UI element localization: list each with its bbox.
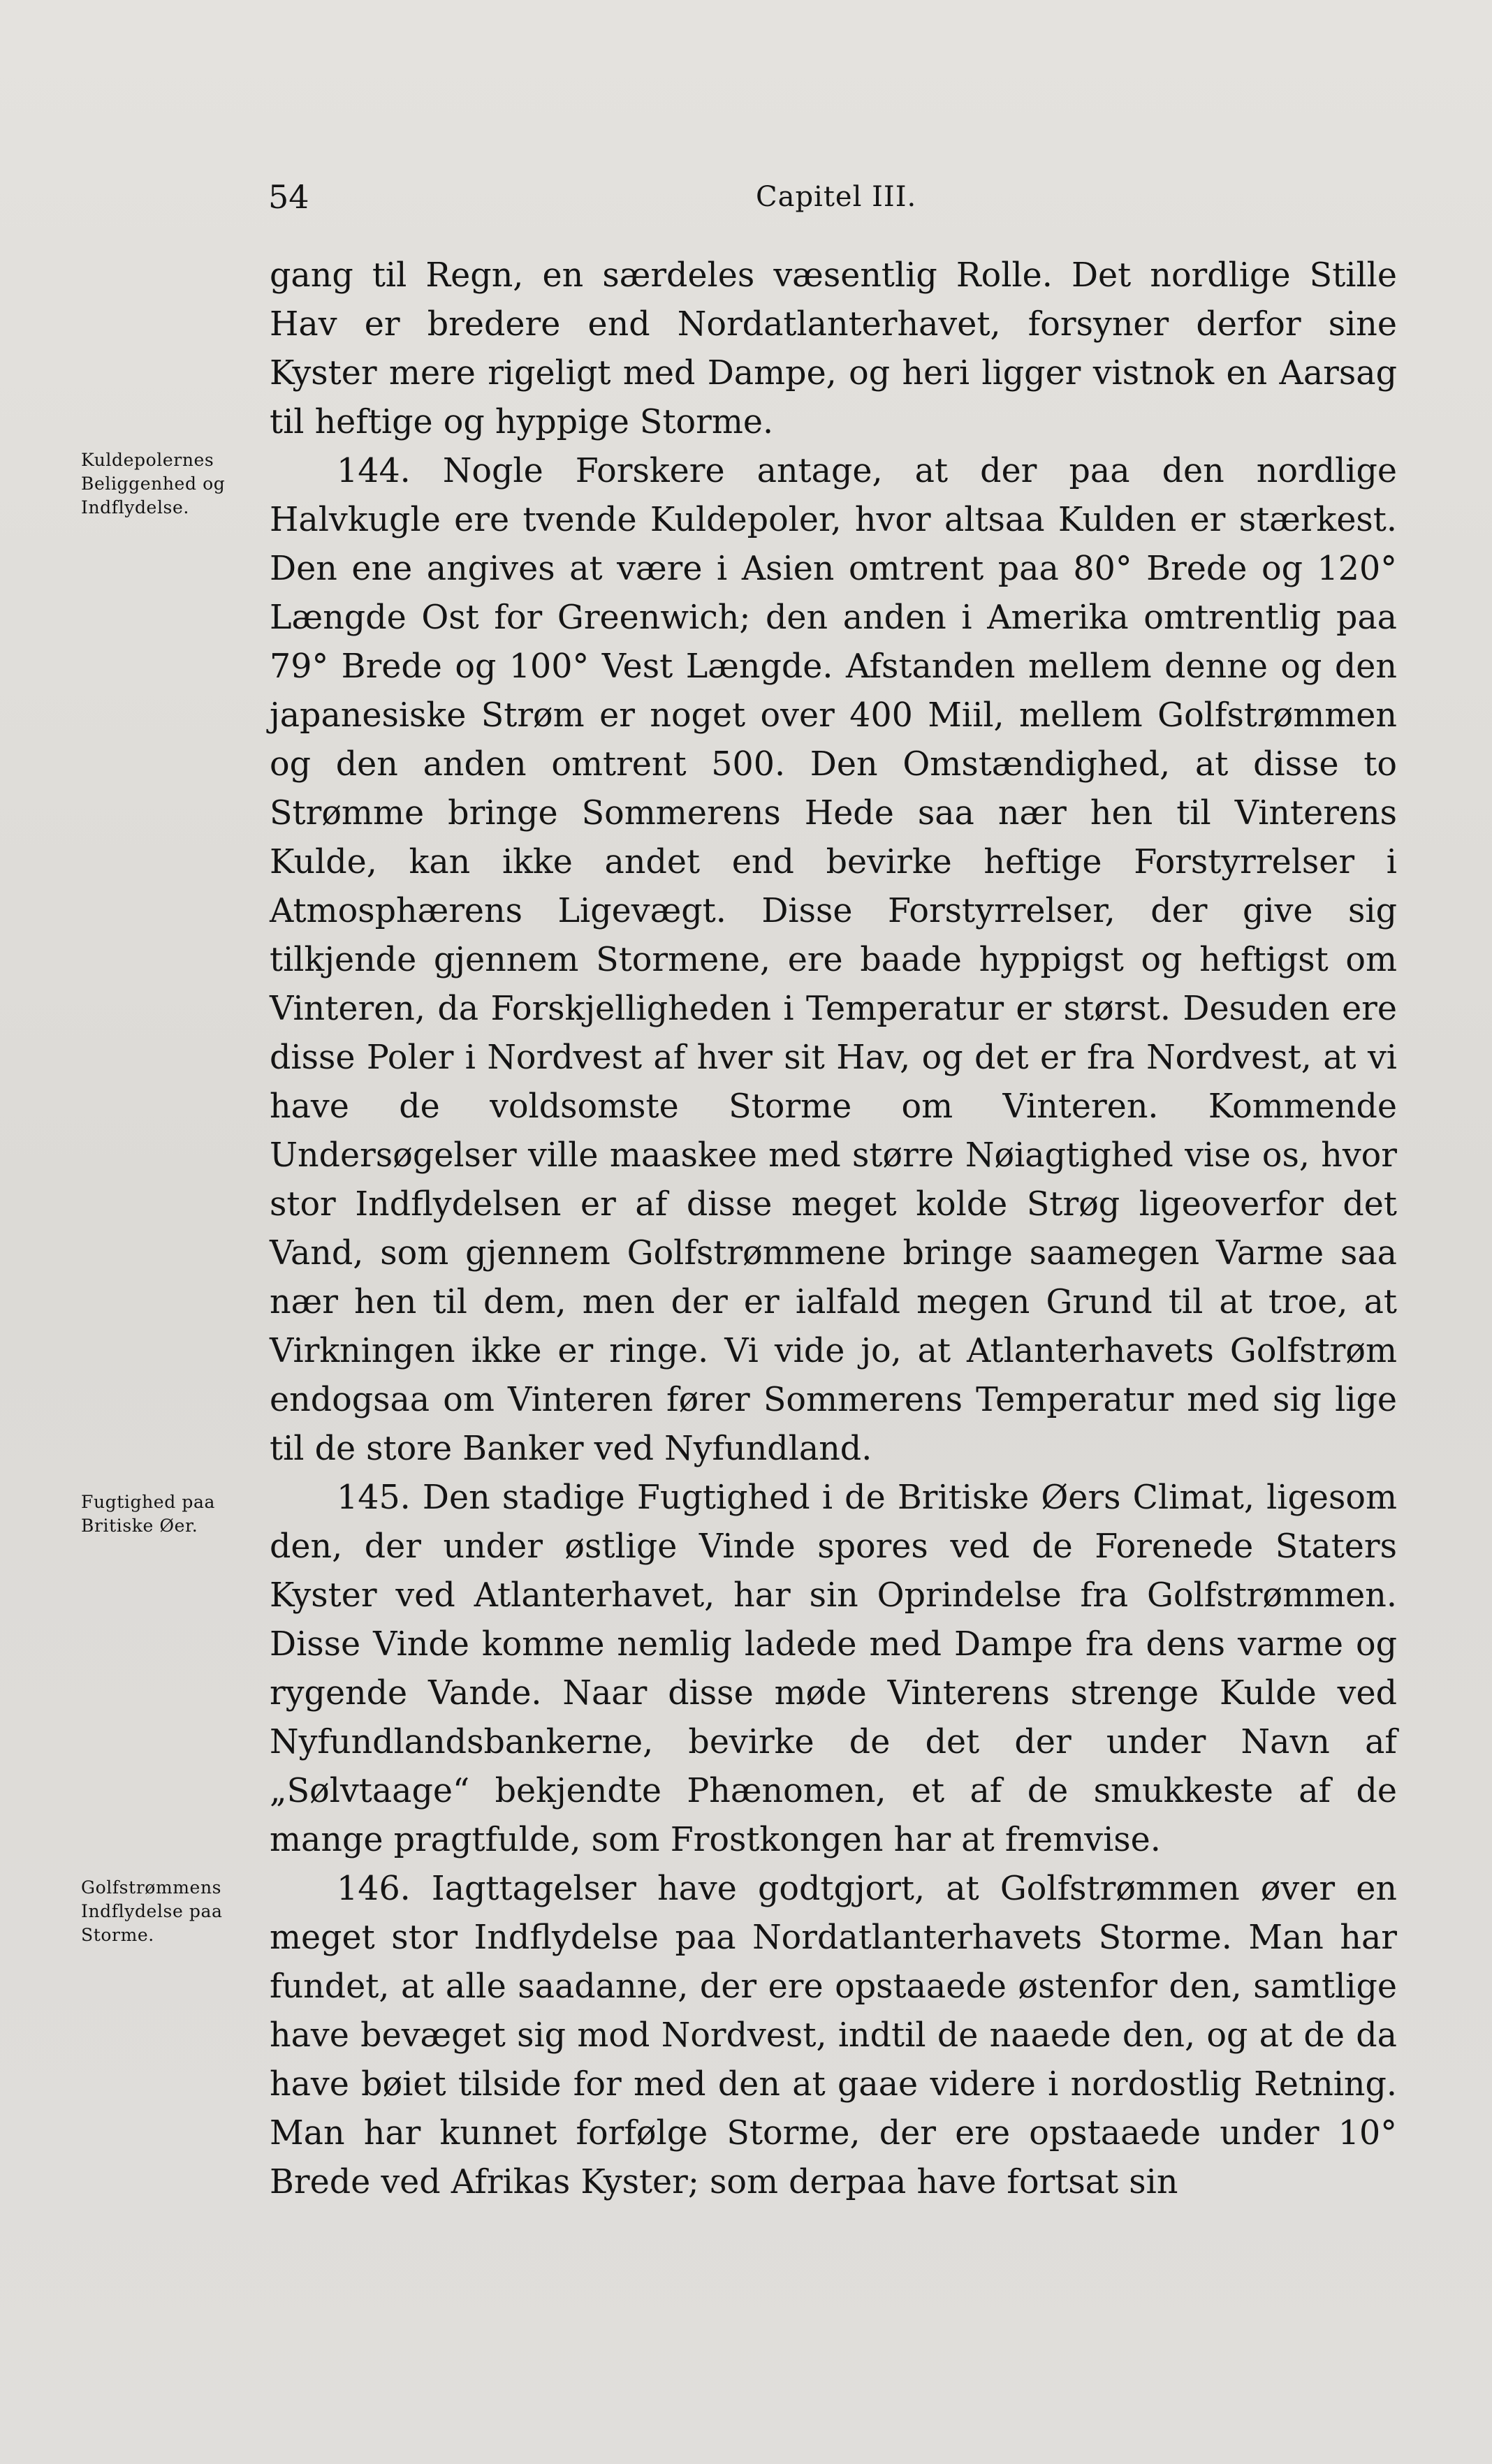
page-number: 54 xyxy=(268,178,309,216)
paragraph-144: 144. Nogle Forskere antage, at der paa den nordlige Halvkugle ere tvende Kuldepoler, hvor altsaa Kulden er stærkest. Den ene angives at være i Asien omtrent paa 80° Brede og 120° Længde Ost for Greenwich; den anden i Amerika omtrentlig paa 79° Brede og 100° Vest Længde. Afstanden mellem denne og den japanesiske Strøm er noget over 400 Miil, mellem Golfstrømmen og den anden omtrent 500. Den Omstændighed, at disse to Strømme bringe Sommerens Hede saa nær hen til Vinterens Kulde, kan ikke andet end bevirke heftige Forstyrrelser i Atmosphærens Ligevægt. Disse Forstyrrelser, der give sig tilkjende gjennem Stormene, ere baade hyppigst og heftigst om Vinteren, da Forskjelligheden i Temperatur er størst. Desuden ere disse Poler i Nordvest af hver sit Hav, og det er fra Nordvest, at vi have de voldsomste Storme om Vinteren. Kommende Undersøgelser ville maaskee med større Nøiagtighed vise os, hvor stor Indflydelsen er af disse meget kolde Strøg ligeoverfor det Vand, som gjennem Golfstrømmene bringe saamegen Varme saa nær hen til dem, men der er ialfald megen Grund til at troe, at Virkningen ikke er ringe. Vi vide jo, at Atlanterhavets Golfstrøm endogsaa om Vinteren fører Sommerens Temperatur med sig lige til de store Banker ved Nyfundland. xyxy=(270,452,1397,1468)
margin-note-golfstrommens: Golfstrømmens Indflydelse paa Storme. xyxy=(81,1877,223,1945)
paragraph-146: 146. Iagttagelser have godtgjort, at Golfstrømmen øver en meget stor Indflydelse paa Nordatlanterhavets Storme. Man har fundet, at alle saadanne, der ere opstaaede østenfor den, samtlige have bevæget sig mod Nordvest, indtil de naaede den, og at de da have bøiet tilside for med den at gaae videre i nordostlig Retning. Man har kunnet forfølge Storme, der ere opstaaede under 10° Brede ved Afrikas Kyster; som derpaa have fortsat sin xyxy=(270,1870,1397,2201)
running-title: Capitel III. xyxy=(756,181,917,213)
body-text xyxy=(270,251,1397,2207)
paragraph-continuation: gang til Regn, en særdeles væsentlig Rolle. Det nordlige Stille Hav er bredere end Nordatlanterhavet, forsyner derfor sine Kyster mere rigeligt med Dampe, og heri ligger vistnok en Aarsag til heftige og hyppige Storme. xyxy=(270,256,1397,441)
page-header xyxy=(0,176,1492,218)
margin-note-kuldepolernes: Kuldepolernes Beliggenhed og Indflydelse. xyxy=(81,450,226,518)
margin-note-fugtighed: Fugtighed paa Britiske Øer. xyxy=(81,1492,215,1536)
paragraph-145: 145. Den stadige Fugtighed i de Britiske Øers Climat, ligesom den, der under østlige Vinde spores ved de Forenede Staters Kyster ved Atlanterhavet, har sin Oprindelse fra Golfstrømmen. Disse Vinde komme nemlig ladede med Dampe fra dens varme og rygende Vande. Naar disse møde Vinterens strenge Kulde ved Nyfundlandsbankerne, bevirke de det der under Navn af „Sølvtaage“ bekjendte Phænomen, et af de smukkeste af de mange pragtfulde, som Frostkongen har at fremvise. xyxy=(270,1479,1397,1859)
